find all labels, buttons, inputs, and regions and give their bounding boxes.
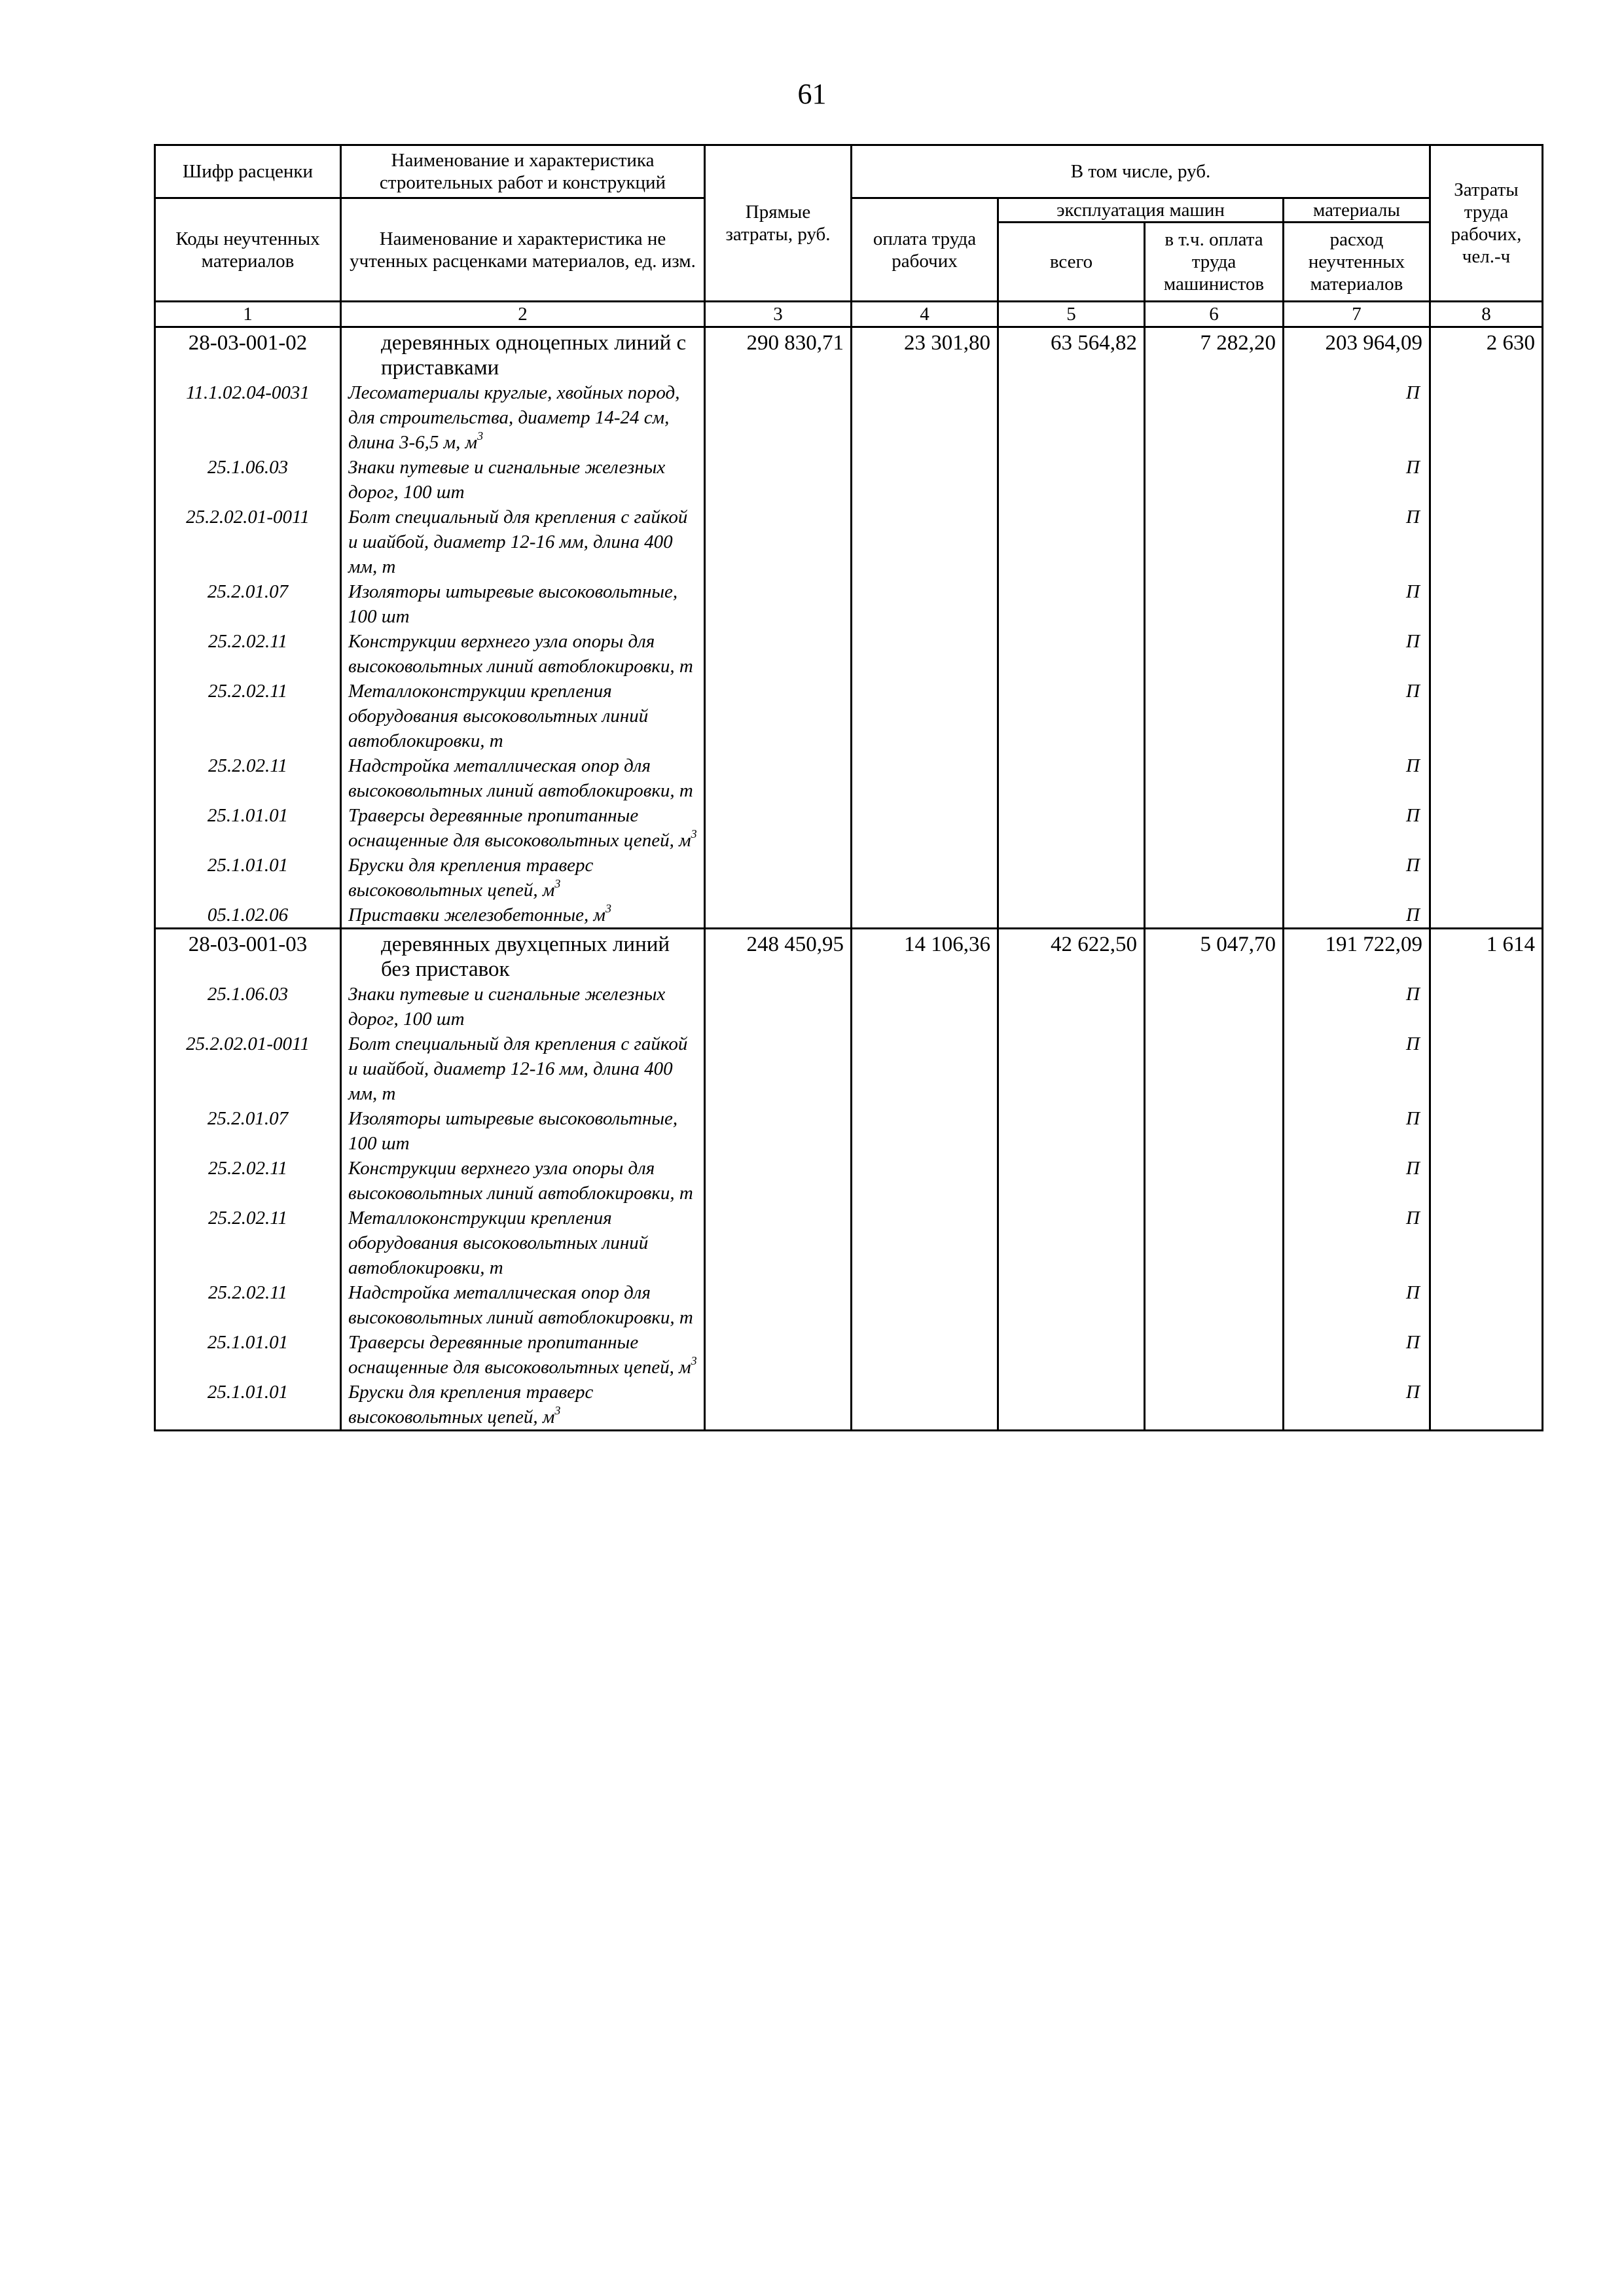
- material-row: [155, 1106, 1543, 1156]
- material-name-cell: [341, 1031, 705, 1106]
- empty-cell: [1145, 803, 1284, 853]
- material-row: [155, 853, 1543, 903]
- material-flag: П: [1284, 903, 1430, 929]
- empty-cell: [998, 1106, 1145, 1156]
- material-name-cell: [341, 853, 705, 903]
- empty-cell: [998, 1330, 1145, 1380]
- empty-cell: [852, 629, 998, 679]
- material-row: [155, 380, 1543, 455]
- empty-cell: [1430, 455, 1543, 505]
- rate-group: [155, 929, 1543, 1431]
- rate-code: 28-03-001-03: [155, 929, 341, 982]
- empty-cell: [852, 579, 998, 629]
- empty-cell: [705, 1156, 852, 1206]
- rate-row: [155, 327, 1543, 381]
- empty-cell: [852, 1280, 998, 1330]
- material-row: [155, 1280, 1543, 1330]
- header-machines: эксплуатация машин: [998, 198, 1284, 223]
- empty-cell: [998, 1280, 1145, 1330]
- empty-cell: [1430, 1380, 1543, 1431]
- unit-exponent: 3: [554, 1404, 561, 1418]
- material-flag: П: [1284, 1031, 1430, 1106]
- material-flag: П: [1284, 1156, 1430, 1206]
- empty-cell: [1430, 1106, 1543, 1156]
- material-row: [155, 753, 1543, 803]
- material-code: 25.1.06.03: [155, 982, 341, 1031]
- header-material-codes: Коды неучтенных материалов: [155, 198, 341, 302]
- material-name-cell: [341, 679, 705, 753]
- machines-total: 42 622,50: [998, 929, 1145, 982]
- material-code: 11.1.02.04-0031: [155, 380, 341, 455]
- empty-cell: [998, 629, 1145, 679]
- material-name-cell: [341, 1106, 705, 1156]
- empty-cell: [1145, 1031, 1284, 1106]
- empty-cell: [705, 505, 852, 579]
- empty-cell: [705, 679, 852, 753]
- rates-table: [154, 144, 1543, 1431]
- material-code: 25.2.02.11: [155, 1280, 341, 1330]
- material-flag: П: [1284, 1280, 1430, 1330]
- material-name-cell: [341, 982, 705, 1031]
- empty-cell: [705, 1206, 852, 1280]
- column-number: 6: [1145, 302, 1284, 327]
- material-code: 25.2.02.11: [155, 1206, 341, 1280]
- material-name-cell: [341, 505, 705, 579]
- header-direct-costs: Прямые затраты, руб.: [705, 145, 852, 302]
- unit-exponent: 3: [554, 877, 561, 891]
- material-name-cell: [341, 1380, 705, 1431]
- material-name-cell: [341, 629, 705, 679]
- empty-cell: [1145, 380, 1284, 455]
- material-row: [155, 1330, 1543, 1380]
- empty-cell: [705, 579, 852, 629]
- empty-cell: [998, 679, 1145, 753]
- empty-cell: [1145, 1280, 1284, 1330]
- material-flag: П: [1284, 679, 1430, 753]
- material-code: 25.2.02.01-0011: [155, 505, 341, 579]
- material-flag: П: [1284, 455, 1430, 505]
- labor-pay: 14 106,36: [852, 929, 998, 982]
- material-name-cell: [341, 1156, 705, 1206]
- empty-cell: [1430, 1330, 1543, 1380]
- material-flag: П: [1284, 803, 1430, 853]
- empty-cell: [1430, 579, 1543, 629]
- empty-cell: [852, 853, 998, 903]
- empty-cell: [998, 803, 1145, 853]
- empty-cell: [1145, 1330, 1284, 1380]
- material-flag: П: [1284, 853, 1430, 903]
- material-name: Траверсы деревянные пропитанные оснащенные для высоковольтных цепей, м: [348, 805, 691, 851]
- empty-cell: [705, 753, 852, 803]
- material-code: 25.1.01.01: [155, 853, 341, 903]
- empty-cell: [852, 1380, 998, 1431]
- table-header: [155, 145, 1543, 327]
- material-row: [155, 505, 1543, 579]
- direct-costs: 290 830,71: [705, 327, 852, 381]
- material-row: [155, 679, 1543, 753]
- material-name: Знаки путевые и сигнальные железных дорог, 100 шт: [348, 984, 666, 1030]
- header-labor-pay: оплата труда рабочих: [852, 198, 998, 302]
- header-machinist-pay: в т.ч. оплата труда машинистов: [1145, 223, 1284, 302]
- empty-cell: [705, 1280, 852, 1330]
- empty-cell: [1145, 903, 1284, 929]
- header-material-name: Наименование и характеристика не учтенных расценками материалов, ед. изм.: [341, 198, 705, 302]
- rate-title: деревянных одноцепных линий с приставками: [341, 327, 705, 381]
- material-code: 25.2.02.11: [155, 1156, 341, 1206]
- empty-cell: [998, 1380, 1145, 1431]
- empty-cell: [705, 1031, 852, 1106]
- material-flag: П: [1284, 505, 1430, 579]
- empty-cell: [1430, 753, 1543, 803]
- material-name-cell: [341, 1330, 705, 1380]
- empty-cell: [705, 982, 852, 1031]
- material-code: 25.2.01.07: [155, 579, 341, 629]
- empty-cell: [705, 1106, 852, 1156]
- empty-cell: [1430, 380, 1543, 455]
- material-code: 25.1.01.01: [155, 1330, 341, 1380]
- empty-cell: [1430, 803, 1543, 853]
- materials-cost: 203 964,09: [1284, 327, 1430, 381]
- material-row: [155, 803, 1543, 853]
- empty-cell: [705, 903, 852, 929]
- material-row: [155, 982, 1543, 1031]
- header-rate-code: Шифр расценки: [155, 145, 341, 198]
- empty-cell: [998, 1206, 1145, 1280]
- direct-costs: 248 450,95: [705, 929, 852, 982]
- material-row: [155, 903, 1543, 929]
- empty-cell: [998, 1031, 1145, 1106]
- empty-cell: [852, 455, 998, 505]
- empty-cell: [998, 903, 1145, 929]
- unit-exponent: 3: [605, 902, 611, 916]
- material-flag: П: [1284, 380, 1430, 455]
- column-number: 5: [998, 302, 1145, 327]
- machines-total: 63 564,82: [998, 327, 1145, 381]
- column-number: 1: [155, 302, 341, 327]
- material-name: Надстройка металлическая опор для высоковольтных линий автоблокировки, т: [348, 1282, 693, 1328]
- labor-pay: 23 301,80: [852, 327, 998, 381]
- header-materials: материалы: [1284, 198, 1430, 223]
- empty-cell: [1145, 1380, 1284, 1431]
- empty-cell: [705, 803, 852, 853]
- empty-cell: [705, 455, 852, 505]
- empty-cell: [852, 1156, 998, 1206]
- empty-cell: [1430, 853, 1543, 903]
- empty-cell: [998, 1156, 1145, 1206]
- empty-cell: [998, 579, 1145, 629]
- empty-cell: [1145, 853, 1284, 903]
- empty-cell: [852, 753, 998, 803]
- unit-exponent: 3: [691, 1354, 697, 1368]
- empty-cell: [705, 629, 852, 679]
- empty-cell: [1430, 982, 1543, 1031]
- material-code: 25.2.01.07: [155, 1106, 341, 1156]
- empty-cell: [852, 1031, 998, 1106]
- empty-cell: [1430, 1206, 1543, 1280]
- labor-hours: 1 614: [1430, 929, 1543, 982]
- page-number: 61: [797, 78, 827, 110]
- empty-cell: [1145, 753, 1284, 803]
- material-name: Знаки путевые и сигнальные железных дорог, 100 шт: [348, 457, 666, 503]
- material-flag: П: [1284, 1206, 1430, 1280]
- empty-cell: [852, 803, 998, 853]
- empty-cell: [1145, 1106, 1284, 1156]
- column-numbers-row: [155, 302, 1543, 327]
- empty-cell: [1145, 679, 1284, 753]
- empty-cell: [998, 982, 1145, 1031]
- material-name: Металлоконструкции крепления оборудования высоковольтных линий автоблокировки, т: [348, 1208, 649, 1278]
- header-machines-total: всего: [998, 223, 1145, 302]
- unit-exponent: 3: [477, 429, 484, 443]
- material-row: [155, 1206, 1543, 1280]
- material-name: Бруски для крепления траверс высоковольтных цепей, м: [348, 1382, 594, 1427]
- rate-group: [155, 327, 1543, 929]
- material-name-cell: [341, 753, 705, 803]
- material-name-cell: [341, 903, 705, 929]
- material-name-cell: [341, 1206, 705, 1280]
- empty-cell: [1145, 579, 1284, 629]
- empty-cell: [1145, 505, 1284, 579]
- empty-cell: [852, 679, 998, 753]
- empty-cell: [1430, 1280, 1543, 1330]
- empty-cell: [852, 982, 998, 1031]
- material-name-cell: [341, 380, 705, 455]
- material-code: 25.1.01.01: [155, 803, 341, 853]
- material-flag: П: [1284, 753, 1430, 803]
- column-number: 8: [1430, 302, 1543, 327]
- empty-cell: [998, 455, 1145, 505]
- empty-cell: [852, 505, 998, 579]
- materials-cost: 191 722,09: [1284, 929, 1430, 982]
- material-code: 25.2.02.11: [155, 753, 341, 803]
- empty-cell: [1430, 679, 1543, 753]
- material-code: 25.2.02.01-0011: [155, 1031, 341, 1106]
- material-flag: П: [1284, 1380, 1430, 1431]
- empty-cell: [1430, 1031, 1543, 1106]
- material-code: 25.2.02.11: [155, 679, 341, 753]
- empty-cell: [1145, 982, 1284, 1031]
- material-row: [155, 629, 1543, 679]
- material-flag: П: [1284, 1330, 1430, 1380]
- material-name: Конструкции верхнего узла опоры для высоковольтных линий автоблокировки, т: [348, 631, 693, 677]
- material-name: Конструкции верхнего узла опоры для высоковольтных линий автоблокировки, т: [348, 1158, 693, 1204]
- header-including: В том числе, руб.: [852, 145, 1430, 198]
- empty-cell: [705, 1380, 852, 1431]
- empty-cell: [1430, 1156, 1543, 1206]
- header-unaccounted-use: расход неучтенных материалов: [1284, 223, 1430, 302]
- empty-cell: [1430, 629, 1543, 679]
- header-labor-cost: Затраты труда рабочих, чел.-ч: [1430, 145, 1543, 302]
- material-name: Траверсы деревянные пропитанные оснащенные для высоковольтных цепей, м: [348, 1332, 691, 1378]
- material-name-cell: [341, 455, 705, 505]
- rate-row: [155, 929, 1543, 982]
- rate-code: 28-03-001-02: [155, 327, 341, 381]
- material-flag: П: [1284, 982, 1430, 1031]
- empty-cell: [705, 853, 852, 903]
- empty-cell: [852, 1106, 998, 1156]
- empty-cell: [1430, 903, 1543, 929]
- material-row: [155, 455, 1543, 505]
- material-name: Болт специальный для крепления с гайкой и шайбой, диаметр 12-16 мм, длина 400 мм, т: [348, 1033, 688, 1104]
- machinist-pay: 5 047,70: [1145, 929, 1284, 982]
- column-number: 7: [1284, 302, 1430, 327]
- material-flag: П: [1284, 579, 1430, 629]
- empty-cell: [1145, 629, 1284, 679]
- empty-cell: [1145, 1156, 1284, 1206]
- material-row: [155, 1031, 1543, 1106]
- material-name-cell: [341, 1280, 705, 1330]
- material-name: Бруски для крепления траверс высоковольтных цепей, м: [348, 855, 594, 901]
- material-name-cell: [341, 579, 705, 629]
- material-row: [155, 1380, 1543, 1431]
- empty-cell: [852, 380, 998, 455]
- column-number: 4: [852, 302, 998, 327]
- empty-cell: [705, 380, 852, 455]
- material-name: Металлоконструкции крепления оборудования высоковольтных линий автоблокировки, т: [348, 681, 649, 751]
- material-code: 05.1.02.06: [155, 903, 341, 929]
- material-name: Приставки железобетонные, м: [348, 905, 605, 925]
- material-row: [155, 1156, 1543, 1206]
- material-row: [155, 579, 1543, 629]
- empty-cell: [998, 380, 1145, 455]
- material-code: 25.2.02.11: [155, 629, 341, 679]
- empty-cell: [998, 753, 1145, 803]
- empty-cell: [998, 853, 1145, 903]
- rate-title: деревянных двухцепных линий без приставок: [341, 929, 705, 982]
- material-name: Изоляторы штыревые высоковольтные, 100 шт: [348, 581, 678, 627]
- machinist-pay: 7 282,20: [1145, 327, 1284, 381]
- material-name: Надстройка металлическая опор для высоковольтных линий автоблокировки, т: [348, 755, 693, 801]
- column-number: 2: [341, 302, 705, 327]
- column-number: 3: [705, 302, 852, 327]
- material-code: 25.1.06.03: [155, 455, 341, 505]
- empty-cell: [852, 1330, 998, 1380]
- header-work-name: Наименование и характеристика строительных работ и конструкций: [341, 145, 705, 198]
- material-name: Болт специальный для крепления с гайкой и шайбой, диаметр 12-16 мм, длина 400 мм, т: [348, 507, 688, 577]
- empty-cell: [852, 903, 998, 929]
- material-flag: П: [1284, 1106, 1430, 1156]
- labor-hours: 2 630: [1430, 327, 1543, 381]
- material-name-cell: [341, 803, 705, 853]
- empty-cell: [1145, 1206, 1284, 1280]
- empty-cell: [852, 1206, 998, 1280]
- unit-exponent: 3: [691, 827, 697, 841]
- empty-cell: [705, 1330, 852, 1380]
- material-name: Изоляторы штыревые высоковольтные, 100 шт: [348, 1108, 678, 1154]
- empty-cell: [998, 505, 1145, 579]
- material-name: Лесоматериалы круглые, хвойных пород, для строительства, диаметр 14-24 см, длина 3-6,5 м, м: [348, 382, 680, 453]
- material-code: 25.1.01.01: [155, 1380, 341, 1431]
- material-flag: П: [1284, 629, 1430, 679]
- empty-cell: [1145, 455, 1284, 505]
- empty-cell: [1430, 505, 1543, 579]
